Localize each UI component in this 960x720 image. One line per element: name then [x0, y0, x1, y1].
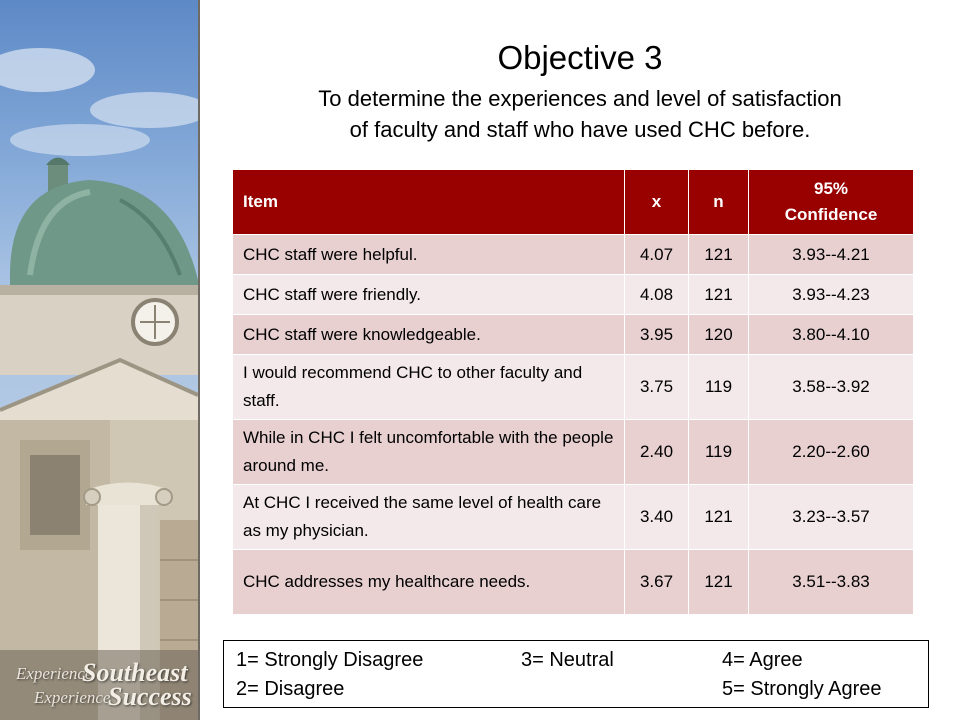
cell-n: 119	[689, 355, 749, 420]
cell-item: CHC staff were helpful.	[233, 235, 625, 275]
table-header-row	[233, 170, 914, 235]
cell-item: CHC staff were friendly.	[233, 275, 625, 315]
table-row	[233, 550, 914, 615]
header-confidence	[749, 170, 914, 235]
header-n: n	[689, 170, 749, 235]
table-row	[233, 235, 914, 275]
cell-x: 2.40	[625, 420, 689, 485]
scale-legend	[223, 640, 929, 708]
cell-x: 4.08	[625, 275, 689, 315]
cell-x: 3.75	[625, 355, 689, 420]
cell-x: 3.67	[625, 550, 689, 615]
header-item: Item	[233, 170, 625, 235]
logo-text-experience-1: Experience	[16, 664, 93, 683]
cell-item: CHC addresses my healthcare needs.	[233, 550, 625, 615]
table-row	[233, 315, 914, 355]
cell-ci: 3.58--3.92	[749, 355, 914, 420]
building-illustration	[0, 0, 198, 720]
building-photo-panel	[0, 0, 198, 720]
header-confidence-line-1: 95%	[813, 179, 849, 198]
logo-text-experience-2: Experience	[34, 688, 111, 707]
cell-ci: 3.80--4.10	[749, 315, 914, 355]
cell-item: At CHC I received the same level of health care as my physician.	[233, 485, 625, 550]
experience-southeast-logo	[12, 660, 196, 716]
legend-strongly-disagree: 1= Strongly Disagree	[236, 649, 424, 671]
legend-agree: 4= Agree	[722, 649, 803, 671]
subtitle-line-1: To determine the experiences and level of satisfaction	[318, 86, 842, 111]
subtitle-line-2: of faculty and staff who have used CHC before.	[349, 117, 811, 142]
table-row	[233, 275, 914, 315]
cell-n: 121	[689, 550, 749, 615]
slide-subtitle	[200, 83, 960, 145]
cell-x: 3.40	[625, 485, 689, 550]
cell-x: 4.07	[625, 235, 689, 275]
cell-item: CHC staff were knowledgeable.	[233, 315, 625, 355]
cell-n: 119	[689, 420, 749, 485]
header-confidence-line-2: Confidence	[784, 205, 878, 224]
logo-text-success: Success	[108, 682, 192, 711]
table-row	[233, 355, 914, 420]
cell-n: 121	[689, 275, 749, 315]
satisfaction-table	[232, 169, 914, 615]
cell-x: 3.95	[625, 315, 689, 355]
cell-ci: 2.20--2.60	[749, 420, 914, 485]
legend-neutral: 3= Neutral	[521, 649, 614, 671]
cell-ci: 3.93--4.23	[749, 275, 914, 315]
cell-item: I would recommend CHC to other faculty and staff.	[233, 355, 625, 420]
table-row	[233, 485, 914, 550]
cell-item: While in CHC I felt uncomfortable with the people around me.	[233, 420, 625, 485]
logo-text-southeast: Southeast	[82, 658, 188, 687]
legend-disagree: 2= Disagree	[236, 678, 345, 700]
cell-n: 121	[689, 235, 749, 275]
header-x: x	[625, 170, 689, 235]
cell-ci: 3.93--4.21	[749, 235, 914, 275]
cell-n: 121	[689, 485, 749, 550]
cell-n: 120	[689, 315, 749, 355]
cell-ci: 3.23--3.57	[749, 485, 914, 550]
cell-ci: 3.51--3.83	[749, 550, 914, 615]
table-row	[233, 420, 914, 485]
legend-strongly-agree: 5= Strongly Agree	[722, 678, 882, 700]
slide-title: Objective 3	[497, 39, 663, 76]
